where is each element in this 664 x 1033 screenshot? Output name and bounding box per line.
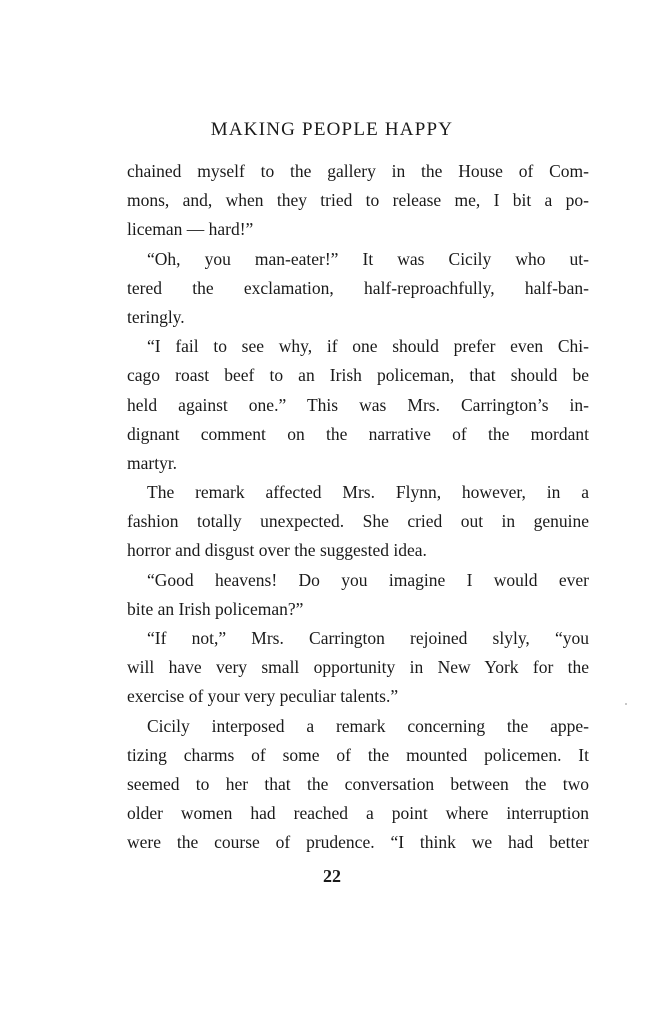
text-line: Cicily interposed a remark concerning the appe- [147,715,589,736]
paper-speck [625,703,627,705]
text-line: seemed to her that the conversation between the two [127,773,589,794]
body-text [127,157,589,858]
text-line: liceman — hard!” [127,219,254,240]
text-line: tizing charms of some of the mounted policemen. It [127,744,589,765]
text-line: mons, and, when they tried to release me, I bit a po- [127,190,589,211]
text-line: were the course of prudence. “I think we had better [127,832,589,853]
running-head: MAKING PEOPLE HAPPY [210,119,454,140]
text-line: cago roast beef to an Irish policeman, that should be [127,365,589,386]
text-line: fashion totally unexpected. She cried out in genuine [127,511,589,532]
text-line: will have very small opportunity in New York for the [127,657,589,678]
text-line: horror and disgust over the suggested idea. [127,540,427,561]
text-line: bite an Irish policeman?” [127,598,304,619]
text-line: older women had reached a point where interruption [127,803,589,824]
text-line: held against one.” This was Mrs. Carrington’s in- [127,394,589,415]
text-line: tered the exclamation, half-reproachfully, half-ban- [127,277,589,298]
text-line: chained myself to the gallery in the House of Com- [127,161,589,181]
text-line: “Oh, you man-eater!” It was Cicily who ut- [147,248,589,269]
text-line: martyr. [127,452,178,473]
text-line: “I fail to see why, if one should prefer even Chi- [147,336,589,357]
text-line: teringly. [127,306,185,327]
text-line: “Good heavens! Do you imagine I would ever [147,569,589,590]
page-number: 22 [323,866,341,886]
text-line: “If not,” Mrs. Carrington rejoined slyly, “you [147,628,589,648]
text-line: exercise of your very peculiar talents.” [127,686,399,707]
text-line: The remark affected Mrs. Flynn, however, in a [147,482,589,503]
text-line: dignant comment on the narrative of the mordant [127,423,589,444]
